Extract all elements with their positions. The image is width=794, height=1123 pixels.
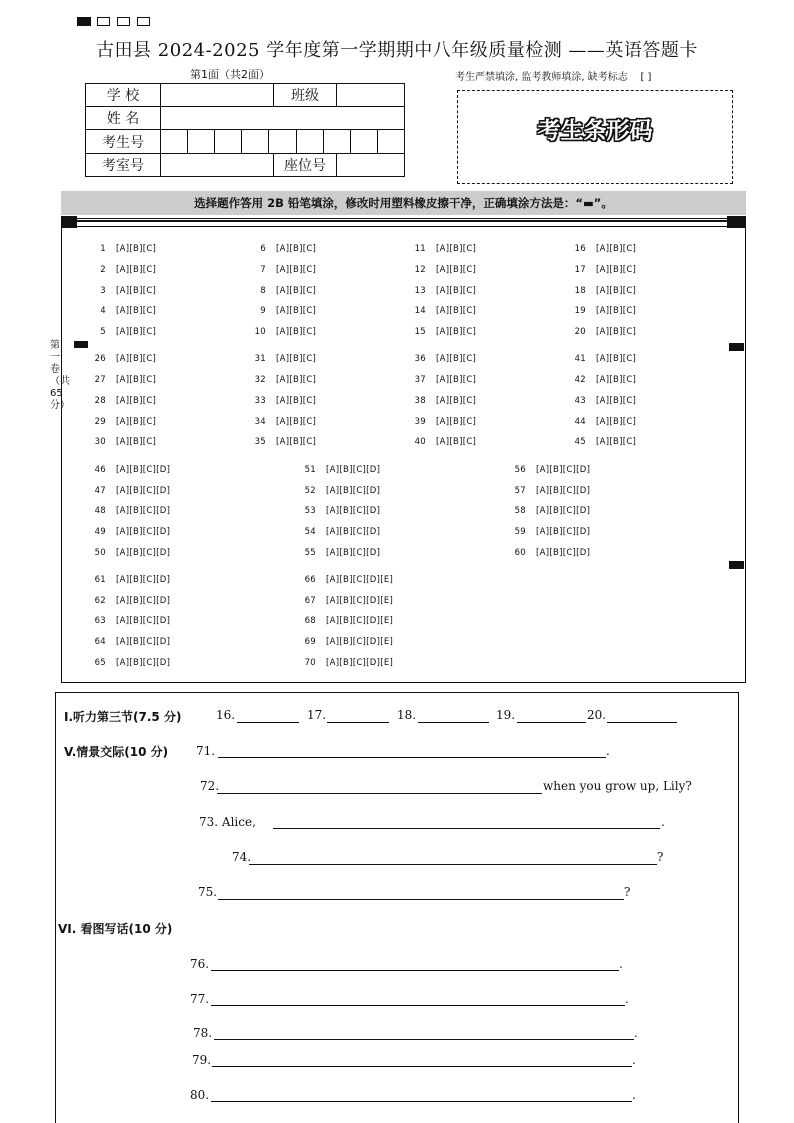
answer-options[interactable]: [A][B][C][D] — [326, 527, 381, 537]
page-title: 古田县 2024-2025 学年度第一学期期中八年级质量检测 ——英语答题卡 — [96, 40, 698, 61]
question-number: 64 — [94, 637, 106, 647]
answer-options[interactable]: [A][B][C] — [276, 396, 317, 406]
question-number: 40 — [414, 437, 426, 447]
answer-options[interactable]: [A][B][C][D] — [326, 465, 381, 475]
question-number: 16 — [574, 244, 586, 254]
question-number: 42 — [574, 375, 586, 385]
item-label: 77. — [190, 992, 210, 1006]
question-number: 56 — [514, 465, 526, 475]
question-item — [404, 354, 476, 364]
question-item — [564, 265, 636, 275]
answer-options[interactable]: [A][B][C] — [436, 306, 477, 316]
answer-options[interactable]: [A][B][C] — [116, 417, 157, 427]
question-item — [244, 265, 316, 275]
question-item — [244, 306, 316, 316]
question-item — [504, 465, 590, 475]
question-number: 67 — [304, 596, 316, 606]
item-end: . — [619, 957, 623, 971]
question-item — [84, 637, 170, 647]
item-end: . — [634, 1026, 638, 1040]
answer-options[interactable]: [A][B][C][D][E] — [326, 616, 394, 626]
answer-options[interactable]: [A][B][C][D][E] — [326, 658, 394, 668]
answer-options[interactable]: [A][B][C] — [276, 327, 317, 337]
position-square — [117, 17, 130, 26]
answer-options[interactable]: [A][B][C][D] — [116, 465, 171, 475]
question-number: 30 — [94, 437, 106, 447]
name-field[interactable] — [161, 107, 405, 130]
answer-options[interactable]: [A][B][C] — [596, 244, 637, 254]
answer-line[interactable] — [212, 1066, 632, 1067]
answer-options[interactable]: [A][B][C] — [596, 306, 637, 316]
question-item — [294, 658, 393, 668]
answer-line[interactable] — [218, 757, 606, 758]
question-item — [244, 375, 316, 385]
question-item — [84, 465, 170, 475]
question-item — [294, 575, 393, 585]
question-item — [404, 265, 476, 275]
question-item — [564, 286, 636, 296]
answer-line[interactable] — [237, 722, 299, 723]
divider — [77, 226, 727, 227]
position-square — [137, 17, 150, 26]
question-number: 26 — [94, 354, 106, 364]
position-square — [97, 17, 110, 26]
question-number: 13 — [414, 286, 426, 296]
item-label: 73. Alice, — [199, 815, 256, 829]
answer-options[interactable]: [A][B][C][D] — [116, 527, 171, 537]
question-number: 61 — [94, 575, 106, 585]
position-mark — [61, 216, 77, 228]
divider — [77, 220, 727, 222]
question-number: 60 — [514, 548, 526, 558]
question-item — [504, 486, 590, 496]
writing-label: VI. 看图写话(10 分) — [58, 922, 173, 936]
answer-line[interactable] — [214, 1039, 634, 1040]
answer-options[interactable]: [A][B][C] — [116, 396, 157, 406]
item-label: 18. — [397, 708, 417, 722]
answer-line[interactable] — [517, 722, 586, 723]
answer-options[interactable]: [A][B][C][D] — [116, 637, 171, 647]
question-number: 47 — [94, 486, 106, 496]
question-item — [404, 417, 476, 427]
exam-number-label: 考生号 — [86, 130, 161, 154]
answer-options[interactable]: [A][B][C] — [596, 327, 637, 337]
answer-options[interactable]: [A][B][C] — [436, 375, 477, 385]
answer-options[interactable]: [A][B][C] — [436, 354, 477, 364]
question-item — [84, 506, 170, 516]
answer-options[interactable]: [A][B][C][D] — [116, 575, 171, 585]
question-item — [84, 327, 156, 337]
question-number: 35 — [254, 437, 266, 447]
question-number: 10 — [254, 327, 266, 337]
question-item — [294, 637, 393, 647]
question-number: 14 — [414, 306, 426, 316]
answer-options[interactable]: [A][B][C] — [116, 437, 157, 447]
question-number: 18 — [574, 286, 586, 296]
item-end: . — [606, 744, 610, 758]
question-number: 36 — [414, 354, 426, 364]
question-number: 53 — [304, 506, 316, 516]
answer-options[interactable]: [A][B][C][D] — [326, 548, 381, 558]
answer-line[interactable] — [418, 722, 489, 723]
answer-options[interactable]: [A][B][C] — [436, 286, 477, 296]
question-number: 38 — [414, 396, 426, 406]
question-item — [504, 548, 590, 558]
item-label: 16. — [216, 708, 236, 722]
answer-line[interactable] — [327, 722, 389, 723]
question-number: 58 — [514, 506, 526, 516]
answer-options[interactable]: [A][B][C] — [276, 417, 317, 427]
answer-options[interactable]: [A][B][C] — [596, 375, 637, 385]
question-item — [244, 286, 316, 296]
item-label: 71. — [196, 744, 216, 758]
question-item — [84, 548, 170, 558]
question-number: 59 — [514, 527, 526, 537]
student-info-table — [85, 83, 405, 177]
question-item — [244, 327, 316, 337]
position-mark — [729, 561, 744, 569]
question-item — [84, 575, 170, 585]
question-number: 32 — [254, 375, 266, 385]
seat-label: 座位号 — [274, 154, 337, 177]
class-label: 班级 — [274, 84, 337, 107]
school-field[interactable] — [161, 84, 274, 107]
question-number: 7 — [260, 265, 266, 275]
question-number: 19 — [574, 306, 586, 316]
question-item — [294, 465, 380, 475]
question-item — [294, 616, 393, 626]
question-number: 34 — [254, 417, 266, 427]
answer-options[interactable]: [A][B][C][D] — [326, 506, 381, 516]
answer-options[interactable]: [A][B][C] — [596, 396, 637, 406]
answer-options[interactable]: [A][B][C] — [116, 375, 157, 385]
question-number: 51 — [304, 465, 316, 475]
answer-options[interactable]: [A][B][C] — [276, 375, 317, 385]
question-item — [564, 327, 636, 337]
answer-options[interactable]: [A][B][C][D][E] — [326, 575, 394, 585]
seat-field[interactable] — [337, 154, 405, 177]
answer-options[interactable]: [A][B][C] — [276, 437, 317, 447]
question-number: 57 — [514, 486, 526, 496]
item-label: 76. — [190, 957, 210, 971]
question-number: 39 — [414, 417, 426, 427]
question-item — [84, 596, 170, 606]
question-item — [84, 486, 170, 496]
question-item — [294, 596, 393, 606]
question-number: 48 — [94, 506, 106, 516]
question-item — [564, 396, 636, 406]
question-number: 62 — [94, 596, 106, 606]
item-label: 17. — [307, 708, 327, 722]
question-number: 37 — [414, 375, 426, 385]
answer-options[interactable]: [A][B][C] — [436, 396, 477, 406]
question-item — [564, 244, 636, 254]
question-number: 70 — [304, 658, 316, 668]
answer-line[interactable] — [217, 793, 542, 794]
question-number: 6 — [260, 244, 266, 254]
question-number: 49 — [94, 527, 106, 537]
question-item — [244, 354, 316, 364]
section-label: 第一卷（共65分） — [50, 340, 70, 411]
question-number: 2 — [100, 265, 106, 275]
answer-line[interactable] — [273, 828, 660, 829]
school-label: 学 校 — [86, 84, 161, 107]
question-item — [404, 396, 476, 406]
question-item — [84, 658, 170, 668]
question-item — [84, 265, 156, 275]
answer-options[interactable]: [A][B][C][D] — [326, 486, 381, 496]
question-item — [294, 527, 380, 537]
item-label: 74. — [232, 850, 252, 864]
question-item — [564, 306, 636, 316]
position-mark — [729, 343, 744, 351]
answer-options[interactable]: [A][B][C][D] — [536, 506, 591, 516]
question-item — [84, 244, 156, 254]
question-number: 41 — [574, 354, 586, 364]
answer-options[interactable]: [A][B][C] — [116, 244, 157, 254]
answer-options[interactable]: [A][B][C][D] — [116, 486, 171, 496]
question-number: 54 — [304, 527, 316, 537]
question-item — [244, 417, 316, 427]
answer-options[interactable]: [A][B][C][D] — [116, 548, 171, 558]
question-number: 52 — [304, 486, 316, 496]
answer-options[interactable]: [A][B][C][D] — [116, 616, 171, 626]
answer-options[interactable]: [A][B][C] — [596, 265, 637, 275]
question-item — [84, 417, 156, 427]
item-end: . — [632, 1088, 636, 1102]
question-item — [294, 506, 380, 516]
exam-number-field[interactable] — [161, 130, 405, 154]
answer-options[interactable]: [A][B][C] — [596, 286, 637, 296]
question-number: 69 — [304, 637, 316, 647]
answer-options[interactable]: [A][B][C] — [116, 327, 157, 337]
question-item — [244, 437, 316, 447]
answer-line[interactable] — [211, 970, 619, 971]
question-number: 45 — [574, 437, 586, 447]
answer-line[interactable] — [607, 722, 677, 723]
question-item — [564, 354, 636, 364]
question-number: 9 — [260, 306, 266, 316]
question-number: 11 — [414, 244, 426, 254]
question-number: 65 — [94, 658, 106, 668]
question-item — [84, 286, 156, 296]
item-label: 72. — [200, 779, 220, 793]
question-number: 3 — [100, 286, 106, 296]
item-end: . — [632, 1053, 636, 1067]
answer-options[interactable]: [A][B][C] — [596, 354, 637, 364]
answer-options[interactable]: [A][B][C][D][E] — [326, 637, 394, 647]
question-number: 12 — [414, 265, 426, 275]
question-number: 55 — [304, 548, 316, 558]
question-item — [564, 375, 636, 385]
item-tail: when you grow up, Lily? — [543, 779, 692, 793]
question-item — [244, 244, 316, 254]
class-field[interactable] — [337, 84, 405, 107]
question-item — [504, 527, 590, 537]
question-number: 29 — [94, 417, 106, 427]
answer-options[interactable]: [A][B][C] — [276, 354, 317, 364]
answer-options[interactable]: [A][B][C] — [276, 306, 317, 316]
question-item — [404, 286, 476, 296]
answer-options[interactable]: [A][B][C] — [436, 437, 477, 447]
dialog-label: V.情景交际(10 分) — [64, 745, 169, 759]
question-number: 1 — [100, 244, 106, 254]
answer-line[interactable] — [249, 864, 657, 865]
question-number: 5 — [100, 327, 106, 337]
absent-checkbox[interactable]: [ ] — [640, 72, 652, 83]
answer-options[interactable]: [A][B][C][D] — [116, 658, 171, 668]
answer-line[interactable] — [211, 1005, 625, 1006]
item-label: 20. — [587, 708, 607, 722]
barcode-label: 考生条形码 — [537, 118, 653, 144]
question-item — [404, 244, 476, 254]
question-number: 46 — [94, 465, 106, 475]
question-item — [84, 437, 156, 447]
answer-options[interactable]: [A][B][C][D] — [536, 548, 591, 558]
question-number: 66 — [304, 575, 316, 585]
item-label: 75. — [198, 885, 218, 899]
item-end: . — [661, 815, 665, 829]
question-number: 68 — [304, 616, 316, 626]
answer-options[interactable]: [A][B][C] — [436, 417, 477, 427]
answer-options[interactable]: [A][B][C] — [116, 265, 157, 275]
question-number: 31 — [254, 354, 266, 364]
question-number: 33 — [254, 396, 266, 406]
answer-options[interactable]: [A][B][C][D] — [536, 486, 591, 496]
item-end: ? — [657, 850, 664, 864]
question-number: 20 — [574, 327, 586, 337]
question-number: 63 — [94, 616, 106, 626]
name-label: 姓 名 — [86, 107, 161, 130]
item-end: ? — [624, 885, 631, 899]
answer-line[interactable] — [218, 899, 624, 900]
item-label: 19. — [496, 708, 516, 722]
answer-options[interactable]: [A][B][C] — [276, 286, 317, 296]
position-mark — [74, 341, 88, 348]
position-mark — [727, 216, 746, 228]
question-item — [84, 375, 156, 385]
item-label: 80. — [190, 1088, 210, 1102]
answer-options[interactable]: [A][B][C] — [436, 265, 477, 275]
question-number: 15 — [414, 327, 426, 337]
answer-options[interactable]: [A][B][C] — [276, 265, 317, 275]
question-item — [404, 437, 476, 447]
answer-options[interactable]: [A][B][C][D] — [116, 506, 171, 516]
listening-label: I.听力第三节(7.5 分) — [64, 710, 182, 724]
instruction-bar: 选择题作答用 2B 铅笔填涂，修改时用塑料橡皮擦干净，正确填涂方法是：“▬”。 — [61, 191, 746, 215]
page-info: 第1面（共2面） — [190, 68, 270, 81]
answer-options[interactable]: [A][B][C] — [276, 244, 317, 254]
question-item — [84, 354, 156, 364]
question-number: 44 — [574, 417, 586, 427]
item-label: 78. — [193, 1026, 213, 1040]
question-item — [404, 327, 476, 337]
question-item — [84, 527, 170, 537]
room-field[interactable] — [161, 154, 274, 177]
answer-options[interactable]: [A][B][C] — [436, 244, 477, 254]
question-item — [84, 616, 170, 626]
position-mark — [77, 17, 91, 26]
answer-options[interactable]: [A][B][C] — [116, 286, 157, 296]
answer-line[interactable] — [211, 1101, 632, 1102]
answer-options[interactable]: [A][B][C] — [596, 417, 637, 427]
question-number: 28 — [94, 396, 106, 406]
answer-options[interactable]: [A][B][C] — [436, 327, 477, 337]
answer-options[interactable]: [A][B][C] — [116, 306, 157, 316]
question-number: 17 — [574, 265, 586, 275]
question-number: 43 — [574, 396, 586, 406]
item-end: . — [625, 992, 629, 1006]
question-number: 27 — [94, 375, 106, 385]
question-item — [244, 396, 316, 406]
answer-options[interactable]: [A][B][C][D][E] — [326, 596, 394, 606]
question-item — [564, 437, 636, 447]
question-item — [504, 506, 590, 516]
answer-options[interactable]: [A][B][C][D] — [116, 596, 171, 606]
question-item — [564, 417, 636, 427]
question-number: 8 — [260, 286, 266, 296]
question-item — [84, 396, 156, 406]
question-number: 4 — [100, 306, 106, 316]
answer-options[interactable]: [A][B][C] — [596, 437, 637, 447]
answer-options[interactable]: [A][B][C] — [116, 354, 157, 364]
answer-options[interactable]: [A][B][C][D] — [536, 465, 591, 475]
question-item — [294, 548, 380, 558]
question-item — [84, 306, 156, 316]
room-label: 考室号 — [86, 154, 161, 177]
answer-options[interactable]: [A][B][C][D] — [536, 527, 591, 537]
item-label: 79. — [192, 1053, 212, 1067]
question-item — [294, 486, 380, 496]
question-item — [404, 375, 476, 385]
absent-notice: 考生严禁填涂, 监考教师填涂, 缺考标志 [ ] — [455, 72, 652, 83]
question-number: 50 — [94, 548, 106, 558]
question-item — [404, 306, 476, 316]
